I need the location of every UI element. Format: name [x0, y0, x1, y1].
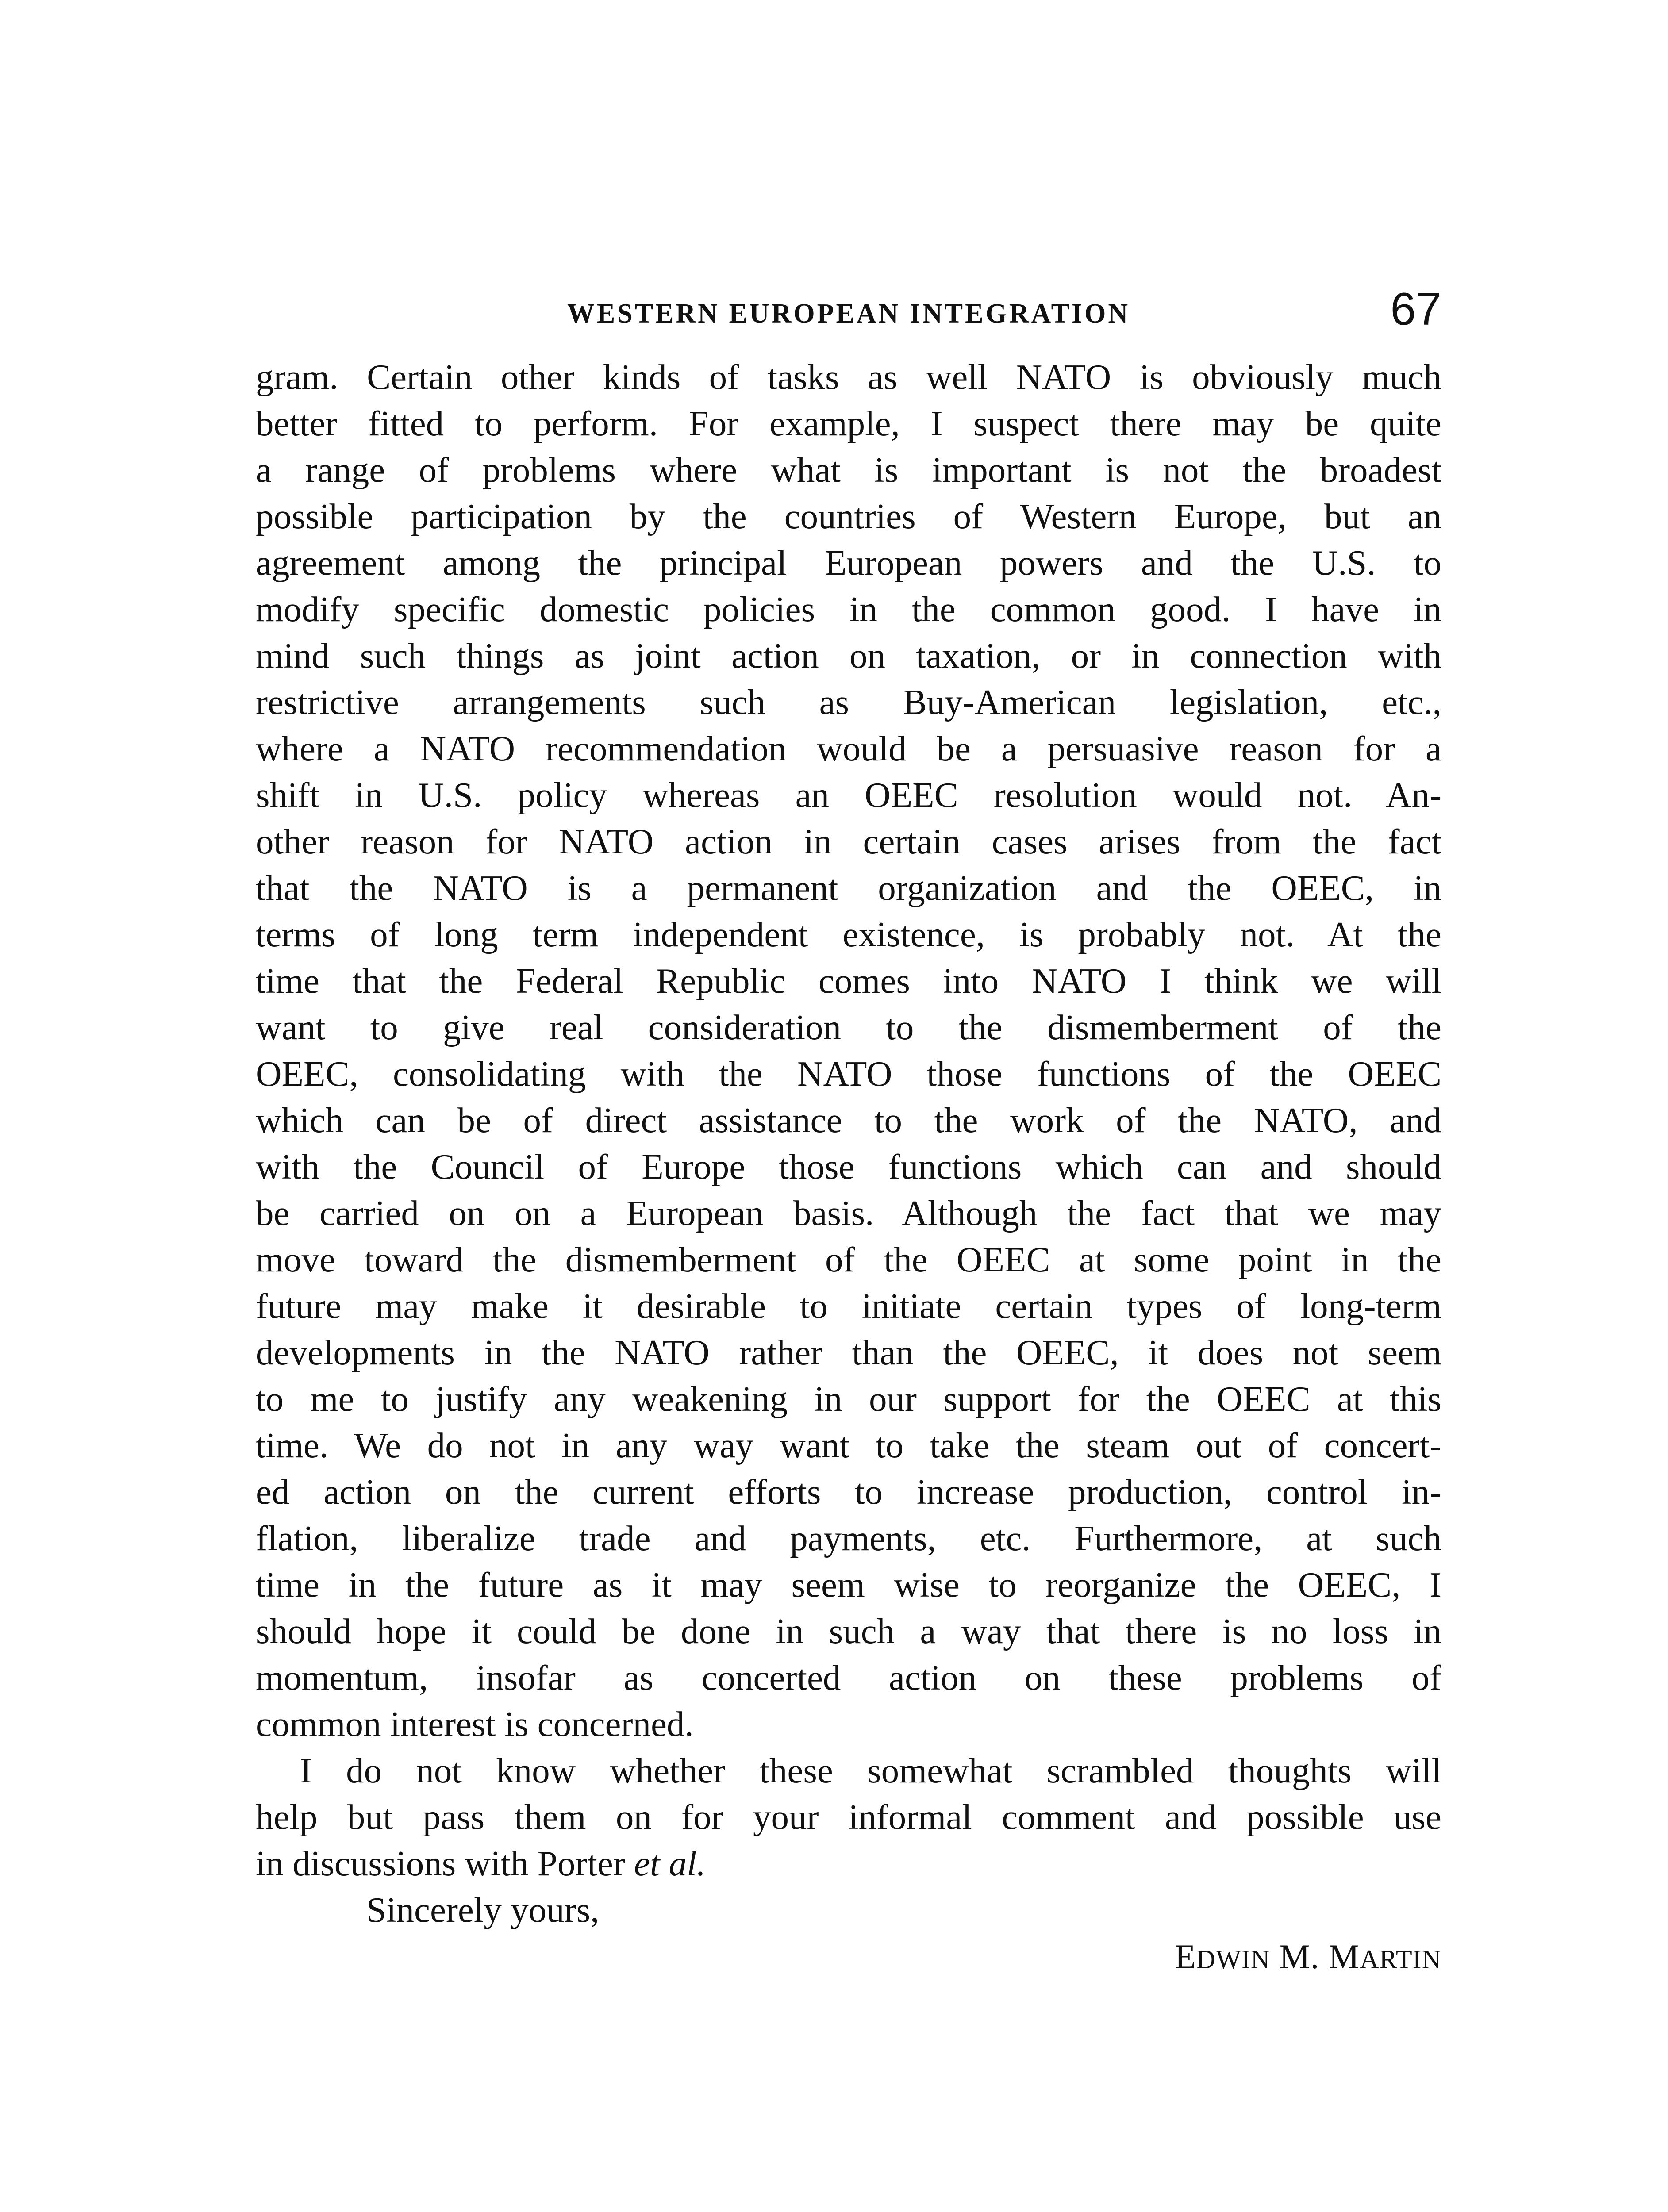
- signature-last-rest: ARTIN: [1360, 1945, 1441, 1974]
- text-line: help but pass them on for your informal comment and possible use: [256, 1797, 1441, 1837]
- text-line: with the Council of Europe those functions which can and should: [256, 1147, 1441, 1187]
- text-line: mind such things as joint action on taxation, or in connection with: [256, 636, 1441, 676]
- text-line: time in the future as it may seem wise to reorganize the OEEC, I: [256, 1565, 1441, 1605]
- signature-middle: M.: [1270, 1937, 1329, 1976]
- complimentary-close: Sincerely yours,: [366, 1890, 600, 1930]
- text-line: shift in U.S. policy whereas an OEEC resolution would not. An-: [256, 775, 1441, 815]
- text-line: be carried on on a European basis. Although the fact that we may: [256, 1193, 1441, 1233]
- text-line: a range of problems where what is important is not the broadest: [256, 450, 1441, 490]
- text-line: agreement among the principal European powers and the U.S. to: [256, 543, 1441, 583]
- signature-first-initial: E: [1175, 1937, 1196, 1976]
- text-line: possible participation by the countries of Western Europe, but an: [256, 496, 1441, 536]
- text-line: restrictive arrangements such as Buy-American legislation, etc.,: [256, 682, 1441, 722]
- text-line: should hope it could be done in such a way that there is no loss in: [256, 1611, 1441, 1651]
- text-line: want to give real consideration to the dismemberment of the: [256, 1007, 1441, 1047]
- paragraph-1: [256, 354, 1441, 1747]
- text-line: momentum, insofar as concerted action on these problems of: [256, 1658, 1441, 1697]
- italic-text: et al.: [634, 1843, 706, 1883]
- text-line: [256, 1840, 1441, 1887]
- text-line: OEEC, consolidating with the NATO those functions of the OEEC: [256, 1054, 1441, 1094]
- text-line: common interest is concerned.: [256, 1704, 694, 1744]
- signature-name: [256, 1933, 1441, 1980]
- text-fragment: in discussions with Porter: [256, 1843, 634, 1883]
- page-header: [256, 283, 1441, 345]
- text-line: gram. Certain other kinds of tasks as well NATO is obviously much: [256, 357, 1441, 397]
- text-line: terms of long term independent existence, is probably not. At the: [256, 914, 1441, 954]
- paragraph-2: [256, 1747, 1441, 1887]
- text-line: move toward the dismemberment of the OEEC at some point in the: [256, 1240, 1441, 1279]
- text-line: which can be of direct assistance to the work of the NATO, and: [256, 1100, 1441, 1140]
- text-line: other reason for NATO action in certain cases arises from the fact: [256, 822, 1441, 861]
- signature-last-initial: M: [1328, 1937, 1360, 1976]
- text-line: time. We do not in any way want to take the steam out of concert-: [256, 1425, 1441, 1465]
- text-line: to me to justify any weakening in our support for the OEEC at this: [256, 1379, 1441, 1419]
- text-line: better fitted to perform. For example, I suspect there may be quite: [256, 403, 1441, 443]
- text-line: ed action on the current efforts to increase production, control in-: [256, 1472, 1441, 1512]
- text-line: developments in the NATO rather than the OEEC, it does not seem: [256, 1333, 1441, 1372]
- running-title: WESTERN EUROPEAN INTEGRATION: [567, 299, 1130, 329]
- text-line: modify specific domestic policies in the common good. I have in: [256, 589, 1441, 629]
- letter-body: [256, 354, 1441, 1980]
- signature-first-rest: DWIN: [1196, 1945, 1271, 1974]
- text-line: where a NATO recommendation would be a persuasive reason for a: [256, 729, 1441, 768]
- text-line: I do not know whether these somewhat scrambled thoughts will: [300, 1751, 1441, 1790]
- text-line: time that the Federal Republic comes into NATO I think we will: [256, 961, 1441, 1001]
- page-number: 67: [1390, 284, 1441, 335]
- text-line: flation, liberalize trade and payments, etc. Furthermore, at such: [256, 1518, 1441, 1558]
- text-line: that the NATO is a permanent organization and the OEEC, in: [256, 868, 1441, 908]
- text-line: future may make it desirable to initiate certain types of long-term: [256, 1286, 1441, 1326]
